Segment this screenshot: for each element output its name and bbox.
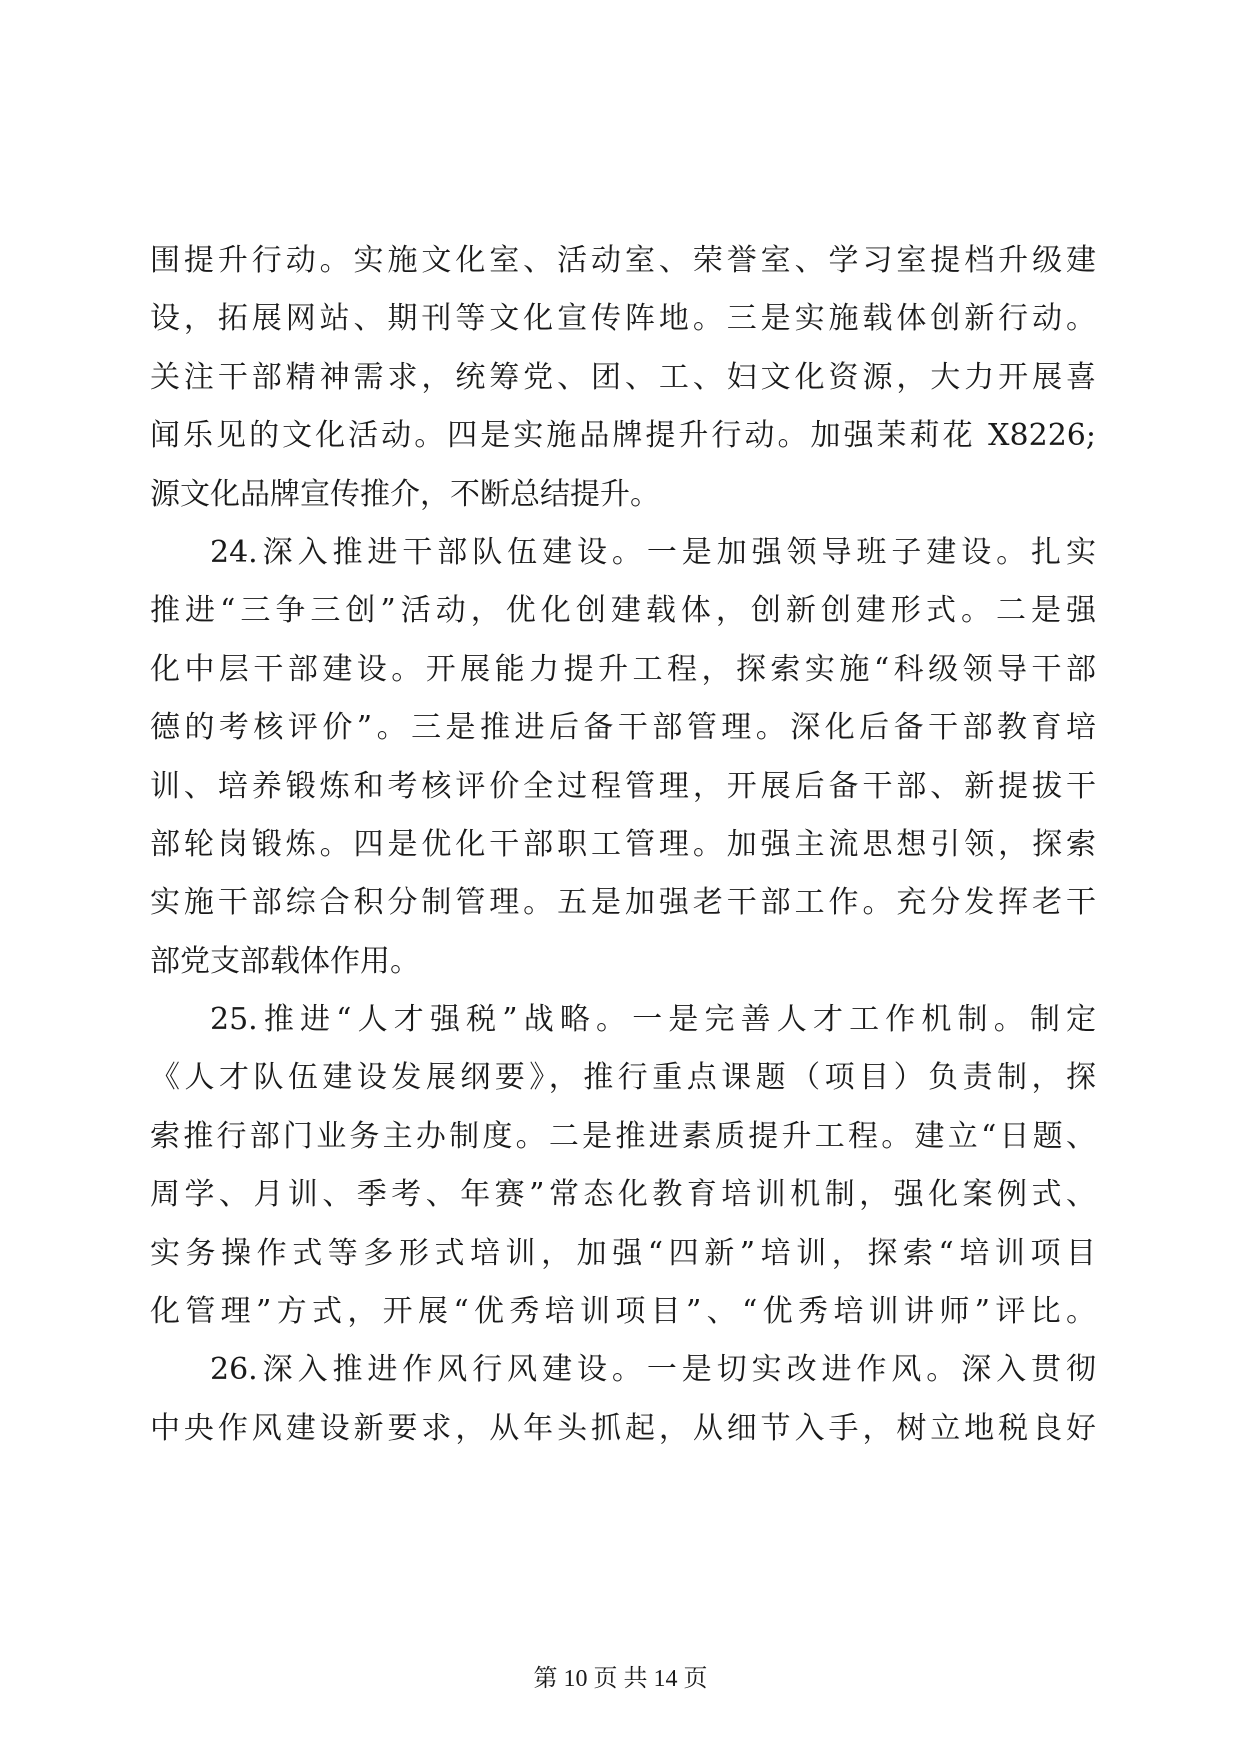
body-text: [150, 232, 1096, 1458]
text-line: 化管理”方式，开展“优秀培训项目”、“优秀培训讲师”评比。: [150, 1294, 1096, 1330]
text-line: 源文化品牌宣传推介，不断总结提升。: [150, 476, 660, 512]
text-line: 《人才队伍建设发展纲要》，推行重点课题（项目）负责制，探: [150, 1060, 1096, 1096]
text-line: 部党支部载体作用。: [150, 943, 420, 979]
text-line: 部轮岗锻炼。四是优化干部职工管理。加强主流思想引领，探索: [150, 826, 1096, 862]
text-line: 关注干部精神需求，统筹党、团、工、妇文化资源，大力开展喜: [150, 359, 1096, 395]
text-line: 设，拓展网站、期刊等文化宣传阵地。三是实施载体创新行动。: [150, 301, 1096, 337]
text-line: 中央作风建设新要求，从年头抓起，从细节入手，树立地税良好: [150, 1410, 1096, 1446]
text-line: 实施干部综合积分制管理。五是加强老干部工作。充分发挥老干: [150, 885, 1096, 921]
paragraph-25-start: 25.推进“人才强税”战略。一是完善人才工作机制。制定: [210, 1002, 1096, 1038]
text-line: 实务操作式等多形式培训，加强“四新”培训，探索“培训项目: [150, 1235, 1096, 1271]
paragraph-26-start: 26.深入推进作风行风建设。一是切实改进作风。深入贯彻: [210, 1352, 1096, 1388]
text-line: 化中层干部建设。开展能力提升工程，探索实施“科级领导干部: [150, 651, 1096, 687]
text-line: 德的考核评价”。三是推进后备干部管理。深化后备干部教育培: [150, 710, 1096, 746]
paragraph-24-start: 24.深入推进干部队伍建设。一是加强领导班子建设。扎实: [210, 534, 1096, 570]
text-line: 围提升行动。实施文化室、活动室、荣誉室、学习室提档升级建: [150, 243, 1096, 278]
text-line: 索推行部门业务主办制度。二是推进素质提升工程。建立“日题、: [150, 1118, 1096, 1154]
text-line: 推进“三争三创”活动，优化创建载体，创新创建形式。二是强: [150, 593, 1096, 629]
text-line: 闻乐见的文化活动。四是实施品牌提升行动。加强茉莉花 X8226;: [150, 418, 1096, 454]
page-number-footer: 第 10 页 共 14 页: [533, 1666, 708, 1692]
text-line: 周学、月训、季考、年赛”常态化教育培训机制，强化案例式、: [150, 1177, 1096, 1213]
text-line: 训、培养锻炼和考核评价全过程管理，开展后备干部、新提拔干: [150, 768, 1096, 804]
